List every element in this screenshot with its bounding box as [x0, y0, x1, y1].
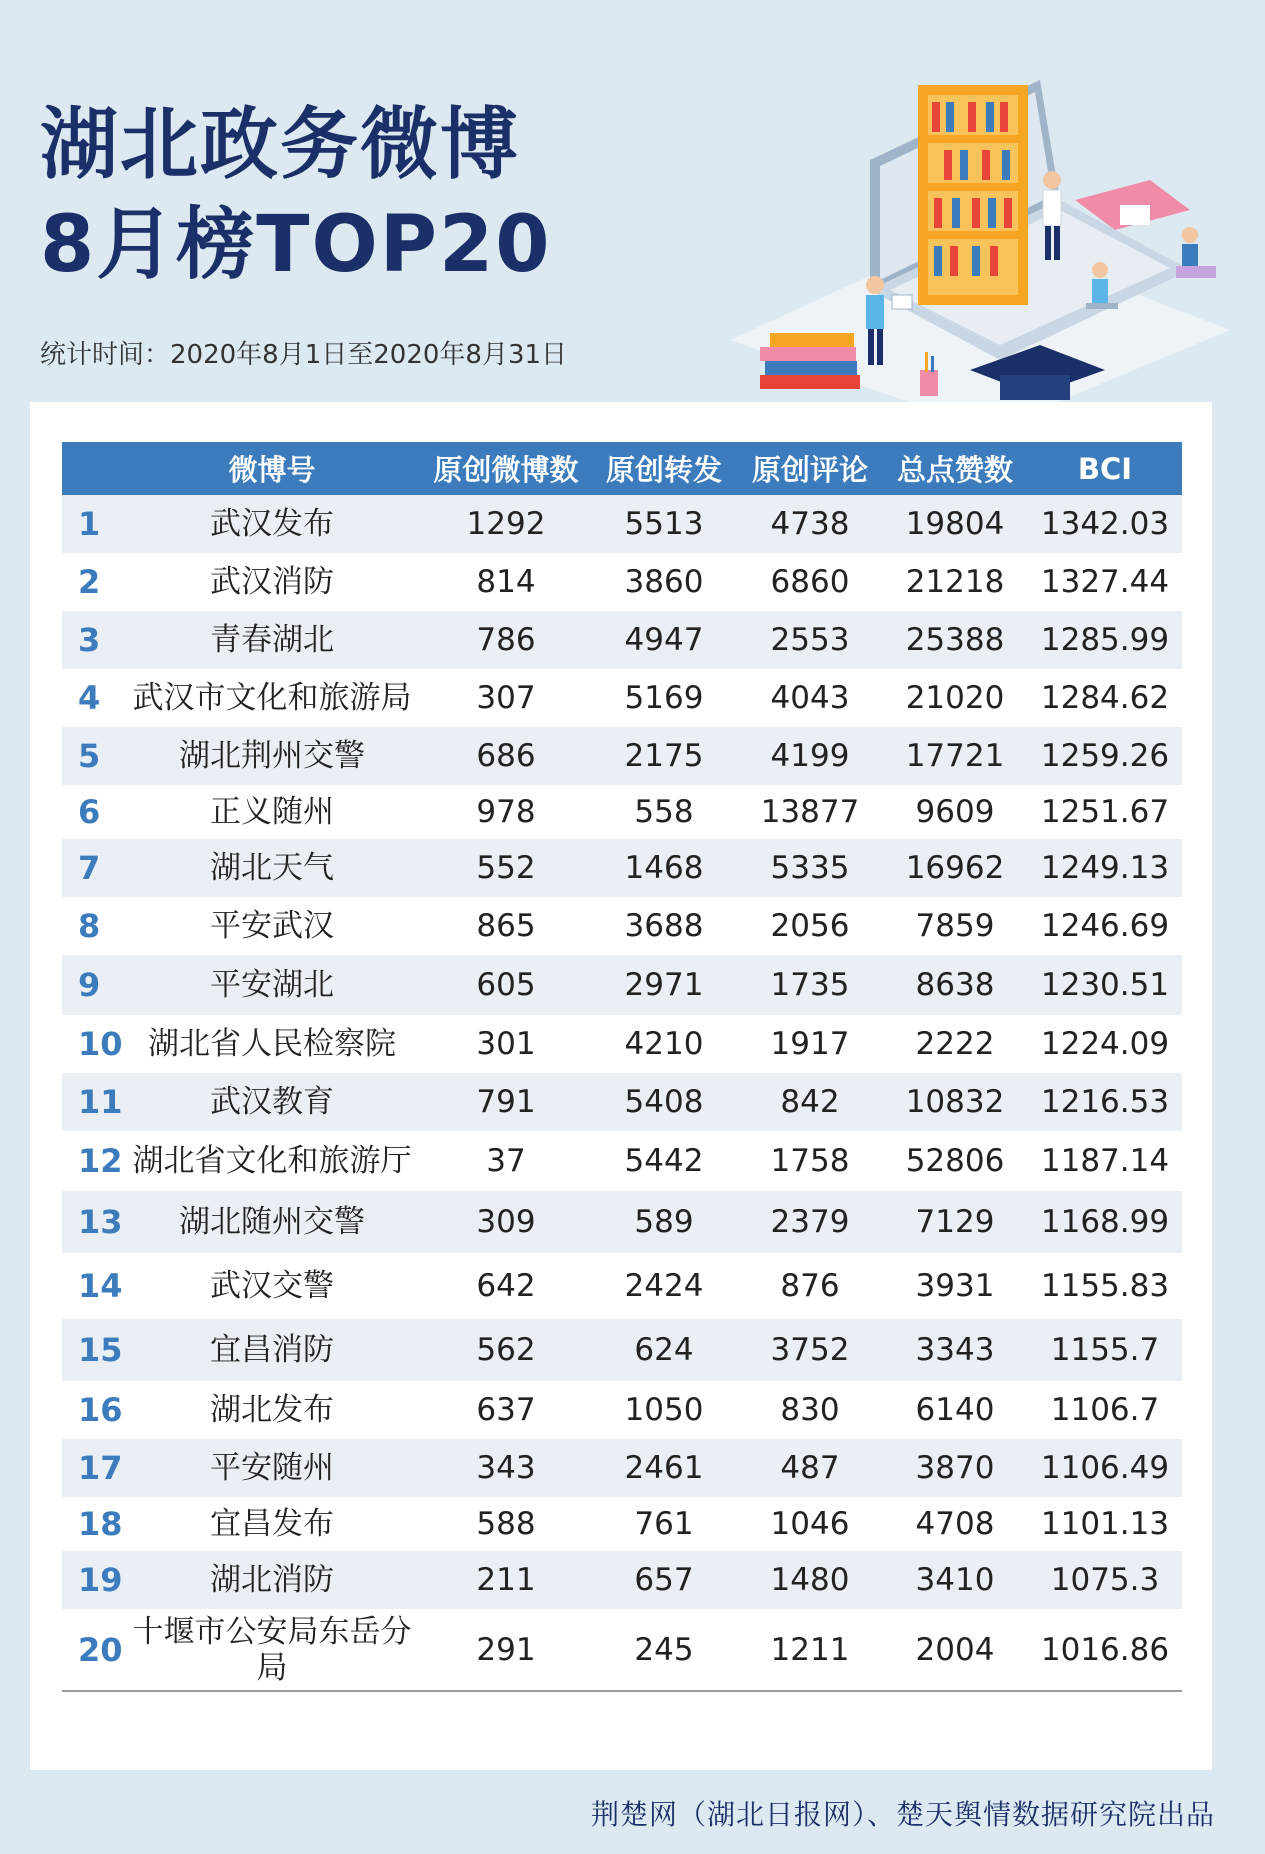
cell-total-likes: 2222 — [882, 1015, 1028, 1073]
cell-rank: 2 — [62, 553, 122, 611]
cell-original-posts: 786 — [422, 611, 590, 669]
table-row — [62, 785, 1182, 839]
cell-account: 湖北天气 — [122, 839, 422, 897]
cell-total-likes: 21020 — [882, 669, 1028, 727]
cell-account: 平安随州 — [122, 1439, 422, 1497]
cell-bci: 1246.69 — [1028, 897, 1182, 955]
cell-original-comments: 5335 — [738, 839, 882, 897]
cell-original-posts: 686 — [422, 727, 590, 785]
cell-original-reposts: 2175 — [590, 727, 738, 785]
cell-original-comments: 13877 — [738, 785, 882, 839]
cell-total-likes: 52806 — [882, 1131, 1028, 1191]
cell-total-likes: 7859 — [882, 897, 1028, 955]
cell-bci: 1230.51 — [1028, 955, 1182, 1015]
cell-bci: 1284.62 — [1028, 669, 1182, 727]
cell-original-posts: 588 — [422, 1497, 590, 1551]
cell-original-reposts: 2971 — [590, 955, 738, 1015]
cell-rank: 18 — [62, 1497, 122, 1551]
table-row — [62, 839, 1182, 897]
table-row — [62, 955, 1182, 1015]
cell-original-posts: 562 — [422, 1319, 590, 1381]
cell-original-comments: 2056 — [738, 897, 882, 955]
cell-bci: 1224.09 — [1028, 1015, 1182, 1073]
cell-original-reposts: 624 — [590, 1319, 738, 1381]
cell-original-posts: 343 — [422, 1439, 590, 1497]
cell-account: 平安武汉 — [122, 897, 422, 955]
cell-total-likes: 19804 — [882, 495, 1028, 553]
cell-original-posts: 309 — [422, 1191, 590, 1253]
cell-account: 湖北随州交警 — [122, 1191, 422, 1253]
cell-rank: 13 — [62, 1191, 122, 1253]
cell-account: 武汉发布 — [122, 495, 422, 553]
cell-rank: 3 — [62, 611, 122, 669]
cell-total-likes: 8638 — [882, 955, 1028, 1015]
cell-bci: 1155.83 — [1028, 1253, 1182, 1319]
cell-bci: 1075.3 — [1028, 1551, 1182, 1609]
cell-original-comments: 4199 — [738, 727, 882, 785]
cell-original-posts: 865 — [422, 897, 590, 955]
cell-original-reposts: 3860 — [590, 553, 738, 611]
cell-rank: 5 — [62, 727, 122, 785]
cell-total-likes: 21218 — [882, 553, 1028, 611]
table-row — [62, 1381, 1182, 1439]
table-row — [62, 1253, 1182, 1319]
cell-total-likes: 3410 — [882, 1551, 1028, 1609]
cell-bci: 1327.44 — [1028, 553, 1182, 611]
cell-rank: 16 — [62, 1381, 122, 1439]
cell-original-comments: 876 — [738, 1253, 882, 1319]
cell-original-reposts: 761 — [590, 1497, 738, 1551]
cell-bci: 1259.26 — [1028, 727, 1182, 785]
cell-bci: 1216.53 — [1028, 1073, 1182, 1131]
cell-account: 宜昌消防 — [122, 1319, 422, 1381]
cell-original-comments: 1211 — [738, 1609, 882, 1691]
table-row — [62, 495, 1182, 553]
cell-account: 武汉教育 — [122, 1073, 422, 1131]
cell-rank: 1 — [62, 495, 122, 553]
page-title — [40, 95, 552, 295]
header-total-likes: 总点赞数 — [882, 442, 1028, 495]
cell-account: 武汉交警 — [122, 1253, 422, 1319]
table-row — [62, 1551, 1182, 1609]
cell-original-posts: 37 — [422, 1131, 590, 1191]
cell-original-comments: 1046 — [738, 1497, 882, 1551]
ranking-panel — [30, 402, 1212, 1770]
cell-total-likes: 3931 — [882, 1253, 1028, 1319]
table-row — [62, 553, 1182, 611]
cell-bci: 1155.7 — [1028, 1319, 1182, 1381]
cell-bci: 1249.13 — [1028, 839, 1182, 897]
header-rank — [62, 442, 122, 495]
header-original-reposts: 原创转发 — [590, 442, 738, 495]
cell-rank: 6 — [62, 785, 122, 839]
cell-account: 湖北发布 — [122, 1381, 422, 1439]
cell-original-reposts: 4210 — [590, 1015, 738, 1073]
cell-original-comments: 487 — [738, 1439, 882, 1497]
cell-rank: 4 — [62, 669, 122, 727]
cell-total-likes: 3343 — [882, 1319, 1028, 1381]
cell-account: 宜昌发布 — [122, 1497, 422, 1551]
cell-bci: 1106.7 — [1028, 1381, 1182, 1439]
cell-original-posts: 301 — [422, 1015, 590, 1073]
cell-original-comments: 2553 — [738, 611, 882, 669]
title-line-2: 8月榜TOP20 — [40, 200, 552, 290]
cell-rank: 11 — [62, 1073, 122, 1131]
cell-original-reposts: 2424 — [590, 1253, 738, 1319]
cell-original-comments: 830 — [738, 1381, 882, 1439]
cell-rank: 9 — [62, 955, 122, 1015]
cell-bci: 1101.13 — [1028, 1497, 1182, 1551]
cell-total-likes: 4708 — [882, 1497, 1028, 1551]
header-original-posts: 原创微博数 — [422, 442, 590, 495]
cell-total-likes: 10832 — [882, 1073, 1028, 1131]
cell-rank: 15 — [62, 1319, 122, 1381]
library-illustration — [720, 40, 1240, 430]
cell-original-reposts: 5442 — [590, 1131, 738, 1191]
table-header-row — [62, 442, 1182, 495]
cell-rank: 19 — [62, 1551, 122, 1609]
source-credit: 荆楚网（湖北日报网）、楚天舆情数据研究院出品 — [590, 1798, 1215, 1831]
cell-account: 湖北省文化和旅游厅 — [122, 1131, 422, 1191]
cell-original-reposts: 4947 — [590, 611, 738, 669]
cell-bci: 1168.99 — [1028, 1191, 1182, 1253]
table-row — [62, 1131, 1182, 1191]
cell-original-reposts: 5513 — [590, 495, 738, 553]
cell-total-likes: 6140 — [882, 1381, 1028, 1439]
cell-original-posts: 978 — [422, 785, 590, 839]
cell-rank: 8 — [62, 897, 122, 955]
cell-original-comments: 1758 — [738, 1131, 882, 1191]
cell-original-posts: 552 — [422, 839, 590, 897]
cell-total-likes: 7129 — [882, 1191, 1028, 1253]
cell-total-likes: 3870 — [882, 1439, 1028, 1497]
cell-original-reposts: 2461 — [590, 1439, 738, 1497]
table-row — [62, 669, 1182, 727]
cell-original-comments: 842 — [738, 1073, 882, 1131]
cell-original-comments: 1480 — [738, 1551, 882, 1609]
cell-original-comments: 2379 — [738, 1191, 882, 1253]
table-row — [62, 1191, 1182, 1253]
cell-original-reposts: 5169 — [590, 669, 738, 727]
cell-bci: 1285.99 — [1028, 611, 1182, 669]
cell-original-comments: 3752 — [738, 1319, 882, 1381]
cell-account: 湖北荆州交警 — [122, 727, 422, 785]
cell-original-reposts: 1050 — [590, 1381, 738, 1439]
cell-account: 湖北消防 — [122, 1551, 422, 1609]
header-account: 微博号 — [122, 442, 422, 495]
table-row — [62, 1439, 1182, 1497]
table-row — [62, 1609, 1182, 1691]
header-bci: BCI — [1028, 442, 1182, 495]
cell-original-posts: 814 — [422, 553, 590, 611]
title-line-1: 湖北政务微博 — [40, 100, 521, 190]
cell-bci: 1251.67 — [1028, 785, 1182, 839]
table-row — [62, 1497, 1182, 1551]
table-row — [62, 1015, 1182, 1073]
table-body — [62, 495, 1182, 1691]
cell-rank: 10 — [62, 1015, 122, 1073]
cell-account: 正义随州 — [122, 785, 422, 839]
cell-bci: 1016.86 — [1028, 1609, 1182, 1691]
cell-rank: 14 — [62, 1253, 122, 1319]
cell-total-likes: 25388 — [882, 611, 1028, 669]
cell-bci: 1187.14 — [1028, 1131, 1182, 1191]
cell-original-posts: 637 — [422, 1381, 590, 1439]
cell-original-comments: 1917 — [738, 1015, 882, 1073]
cell-original-reposts: 589 — [590, 1191, 738, 1253]
cell-original-posts: 307 — [422, 669, 590, 727]
cell-original-reposts: 3688 — [590, 897, 738, 955]
cell-original-posts: 642 — [422, 1253, 590, 1319]
cell-original-reposts: 1468 — [590, 839, 738, 897]
cell-bci: 1106.49 — [1028, 1439, 1182, 1497]
table-row — [62, 611, 1182, 669]
cell-account: 湖北省人民检察院 — [122, 1015, 422, 1073]
cell-account: 武汉消防 — [122, 553, 422, 611]
cell-total-likes: 2004 — [882, 1609, 1028, 1691]
cell-account: 十堰市公安局东岳分局 — [122, 1609, 422, 1691]
cell-bci: 1342.03 — [1028, 495, 1182, 553]
cell-total-likes: 16962 — [882, 839, 1028, 897]
table-row — [62, 897, 1182, 955]
cell-original-posts: 211 — [422, 1551, 590, 1609]
table-row — [62, 1319, 1182, 1381]
cell-original-comments: 1735 — [738, 955, 882, 1015]
cell-rank: 7 — [62, 839, 122, 897]
cell-original-reposts: 245 — [590, 1609, 738, 1691]
cell-account: 武汉市文化和旅游局 — [122, 669, 422, 727]
cell-account: 平安湖北 — [122, 955, 422, 1015]
cell-rank: 17 — [62, 1439, 122, 1497]
cell-original-posts: 1292 — [422, 495, 590, 553]
header-original-comments: 原创评论 — [738, 442, 882, 495]
cell-rank: 12 — [62, 1131, 122, 1191]
cell-original-comments: 4043 — [738, 669, 882, 727]
cell-original-reposts: 558 — [590, 785, 738, 839]
cell-total-likes: 9609 — [882, 785, 1028, 839]
ranking-table — [62, 442, 1182, 1692]
cell-original-posts: 791 — [422, 1073, 590, 1131]
table-row — [62, 727, 1182, 785]
cell-original-reposts: 5408 — [590, 1073, 738, 1131]
stats-period: 统计时间：2020年8月1日至2020年8月31日 — [40, 340, 568, 370]
table-row — [62, 1073, 1182, 1131]
cell-original-comments: 6860 — [738, 553, 882, 611]
cell-account: 青春湖北 — [122, 611, 422, 669]
cell-original-posts: 605 — [422, 955, 590, 1015]
cell-original-comments: 4738 — [738, 495, 882, 553]
cell-rank: 20 — [62, 1609, 122, 1691]
cell-original-posts: 291 — [422, 1609, 590, 1691]
cell-original-reposts: 657 — [590, 1551, 738, 1609]
cell-total-likes: 17721 — [882, 727, 1028, 785]
